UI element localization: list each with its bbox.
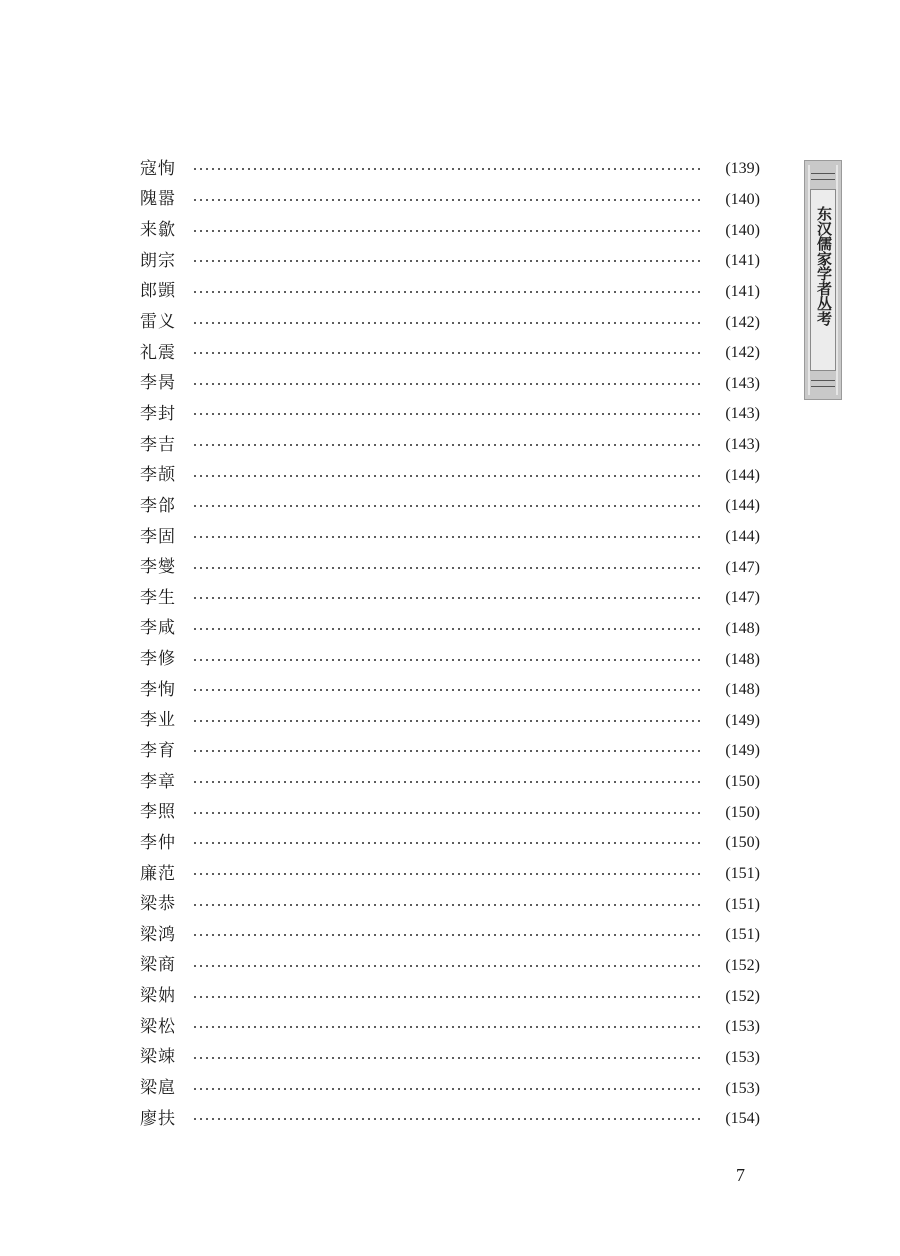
toc-entry-page: (141) [725,252,760,270]
toc-entry-page: (139) [725,160,760,178]
dot-leader [192,1026,702,1028]
dot-leader [192,965,702,967]
dot-leader [192,567,702,569]
toc-entry-page: (144) [725,466,760,484]
toc-entry [140,981,760,1012]
toc-entry-name: 李照 [140,802,176,823]
toc-entry-page: (141) [725,282,760,300]
dot-leader [192,536,702,538]
dot-leader [192,689,702,691]
toc-entry-page: (153) [725,1018,760,1036]
toc-entry-name: 梁竦 [140,1047,176,1068]
toc-entry-page: (151) [725,865,760,883]
toc-entry [140,399,760,430]
toc-entry-page: (154) [725,1110,760,1128]
toc-entry-page: (149) [725,711,760,729]
dot-leader [192,873,702,875]
toc-entry [140,1012,760,1043]
toc-entry-page: (142) [725,344,760,362]
toc-entry-page: (144) [725,497,760,515]
toc-entry [140,277,760,308]
side-tab-panel [810,189,836,371]
dot-leader [192,996,702,998]
toc-entry-page: (143) [725,436,760,454]
dot-leader [192,1057,702,1059]
side-tab [804,160,842,400]
toc-entry [140,185,760,216]
dot-leader [192,1088,702,1090]
toc-entry [140,951,760,982]
dot-leader [192,352,702,354]
toc-entry-name: 梁恭 [140,894,176,915]
dot-leader [192,413,702,415]
dot-leader [192,628,702,630]
toc-entry-name: 礼震 [140,342,176,363]
toc-entry [140,1073,760,1104]
toc-entry-name: 李燮 [140,557,176,578]
dot-leader [192,322,702,324]
table-of-contents [140,154,760,1135]
toc-entry [140,338,760,369]
toc-entry-name: 李封 [140,403,176,424]
book-title: 东汉儒家学者丛考 [815,206,833,326]
dot-leader [192,260,702,262]
toc-entry-name: 廉范 [140,863,176,884]
toc-entry-page: (151) [725,895,760,913]
toc-entry-page: (152) [725,987,760,1005]
toc-entry [140,797,760,828]
dot-leader [192,199,702,201]
dot-leader [192,904,702,906]
toc-entry [140,215,760,246]
dot-leader [192,291,702,293]
tab-ornament-top [811,173,835,180]
toc-entry-name: 梁鸿 [140,924,176,945]
toc-entry [140,583,760,614]
toc-entry-page: (147) [725,589,760,607]
toc-entry-name: 李仲 [140,832,176,853]
toc-entry [140,246,760,277]
toc-entry [140,614,760,645]
toc-entry-page: (143) [725,374,760,392]
dot-leader [192,475,702,477]
toc-entry-name: 李吉 [140,434,176,455]
toc-entry-name: 李章 [140,771,176,792]
toc-entry-name: 来歙 [140,220,176,241]
dot-leader [192,750,702,752]
toc-entry [140,1043,760,1074]
dot-leader [192,597,702,599]
toc-entry-page: (148) [725,619,760,637]
toc-entry-page: (150) [725,803,760,821]
toc-entry-name: 郎顗 [140,281,176,302]
toc-entry-page: (150) [725,773,760,791]
toc-entry [140,460,760,491]
toc-entry-name: 李颉 [140,465,176,486]
toc-entry-page: (153) [725,1048,760,1066]
dot-leader [192,842,702,844]
toc-entry-name: 寇恂 [140,158,176,179]
dot-leader [192,659,702,661]
toc-entry [140,1104,760,1135]
dot-leader [192,383,702,385]
toc-entry-name: 隗嚣 [140,189,176,210]
toc-entry-name: 李生 [140,587,176,608]
dot-leader [192,781,702,783]
toc-entry-page: (152) [725,956,760,974]
toc-entry-page: (142) [725,313,760,331]
toc-entry-name: 李固 [140,526,176,547]
toc-entry-page: (140) [725,221,760,239]
toc-entry-name: 梁扈 [140,1078,176,1099]
dot-leader [192,444,702,446]
toc-entry [140,736,760,767]
dot-leader [192,812,702,814]
dot-leader [192,934,702,936]
toc-entry [140,307,760,338]
toc-entry-page: (151) [725,926,760,944]
toc-entry [140,552,760,583]
dot-leader [192,505,702,507]
toc-entry-name: 梁妠 [140,986,176,1007]
toc-entry [140,644,760,675]
toc-entry [140,828,760,859]
dot-leader [192,230,702,232]
page-number: 7 [736,1165,745,1185]
toc-entry [140,522,760,553]
toc-entry [140,675,760,706]
toc-entry-page: (150) [725,834,760,852]
toc-entry-page: (140) [725,190,760,208]
toc-entry [140,430,760,461]
tab-ornament-bottom [811,380,835,387]
toc-entry-name: 李咸 [140,618,176,639]
toc-entry [140,859,760,890]
toc-entry-page: (148) [725,681,760,699]
toc-entry-name: 廖扶 [140,1108,176,1129]
toc-entry [140,706,760,737]
dot-leader [192,1118,702,1120]
toc-entry-name: 朗宗 [140,250,176,271]
toc-entry [140,889,760,920]
toc-entry-page: (143) [725,405,760,423]
toc-entry-name: 李恂 [140,679,176,700]
toc-entry-page: (149) [725,742,760,760]
toc-entry [140,368,760,399]
toc-entry-page: (148) [725,650,760,668]
toc-entry [140,154,760,185]
dot-leader [192,168,702,170]
toc-entry-page: (147) [725,558,760,576]
toc-entry-name: 梁松 [140,1016,176,1037]
toc-entry-name: 梁商 [140,955,176,976]
toc-entry-name: 李昺 [140,373,176,394]
toc-entry-name: 李郃 [140,495,176,516]
toc-entry-name: 李业 [140,710,176,731]
dot-leader [192,720,702,722]
toc-entry-name: 李育 [140,740,176,761]
toc-entry [140,767,760,798]
toc-entry [140,491,760,522]
toc-entry [140,920,760,951]
toc-entry-name: 李修 [140,649,176,670]
toc-entry-page: (144) [725,528,760,545]
toc-entry-page: (153) [725,1079,760,1097]
toc-entry-name: 雷义 [140,312,176,333]
